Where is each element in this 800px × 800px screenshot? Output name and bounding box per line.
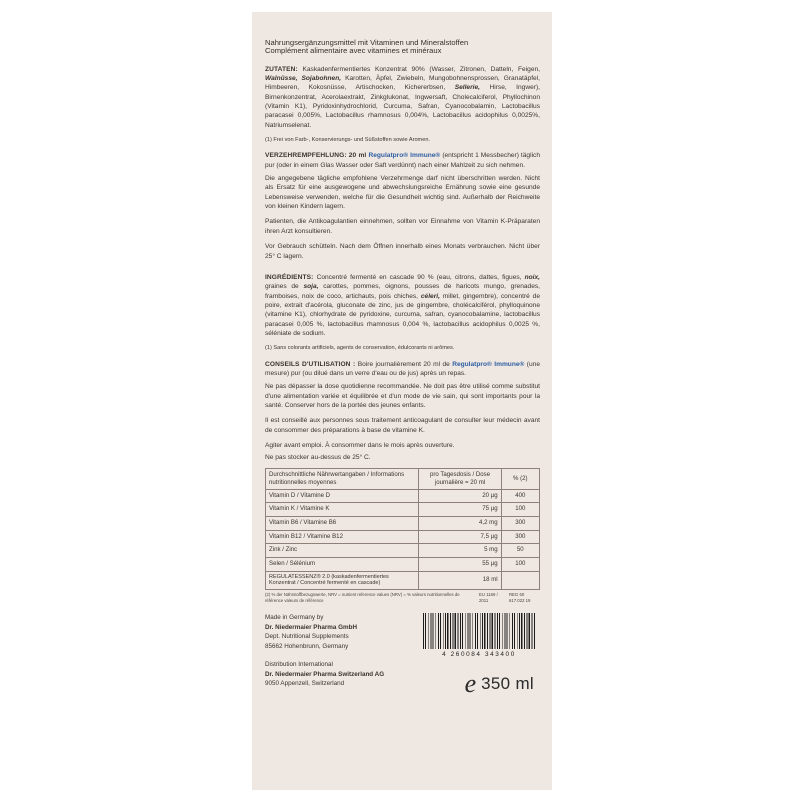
col-header-nutrient: Durchschnittliche Nährwertangaben / Informations nutritionnelles moyennes (266, 468, 419, 489)
row-nutrient: Vitamin K / Vitamine K (266, 503, 419, 517)
row-nutrient: Zink / Zinc (266, 544, 419, 558)
ingredients-fr-italic3: céleri, (420, 292, 440, 300)
barcode (420, 613, 538, 659)
distributor-city: 9050 Appenzell, Switzerland (265, 680, 345, 688)
usage-fr-p4: Ne pas stocker au-dessus de 25° C. (265, 453, 371, 461)
usage-de-after-brand: (entspricht 1 Messbecher) täglich pur (oder in einem Glas Wasser oder Saft verdünnt) nach einer Mahlzeit zu sich nehmen. (265, 152, 540, 169)
ingredients-fr-text-a: graines de (265, 283, 304, 291)
ingredients-fr-text1: Concentré fermenté en cascade 90 % (eau, citrons, dattes, figues, (313, 273, 525, 281)
table-row (266, 557, 540, 571)
ingredients-fr-italic1: noix, (524, 273, 540, 281)
usage-fr-p3: Agiter avant emploi. À consommer dans le mois après ouverture. (265, 442, 455, 450)
volume-value: 350 ml (481, 674, 534, 694)
row-percent (501, 571, 539, 590)
usage-de-p3: Vor Gebrauch schütteln. Nach dem Öffnen innerhalb eines Monats verbrauchen. Nicht über 25° C lagern. (265, 243, 540, 260)
table-footnotes (265, 592, 540, 603)
table-footnote-far-right: REG 60 617.022 19 (508, 592, 531, 603)
row-amount: 55 µg (419, 557, 501, 571)
row-percent: 300 (501, 530, 539, 544)
usage-fr-brand: Regulatpro® Immune® (452, 360, 525, 368)
ingredients-de-italic1: Walnüsse, Sojabohnen, (265, 74, 342, 82)
ingredients-de-heading: ZUTATEN: (265, 65, 298, 73)
row-amount: 5 mg (419, 544, 501, 558)
ingredients-fr-footnote: (1) Sans colorants artificiels, agents de conservation, édulcorants ni arômes. (265, 345, 455, 352)
row-amount: 7,5 µg (419, 530, 501, 544)
ingredients-de-italic2: Sellerie, (454, 84, 480, 92)
table-row (266, 544, 540, 558)
row-nutrient: Vitamin B12 / Vitamine B12 (266, 530, 419, 544)
usage-de-heading: VERZEHREMPFEHLUNG: (265, 152, 347, 160)
table-header-row (266, 468, 540, 489)
row-amount: 75 µg (419, 503, 501, 517)
usage-fr-heading: CONSEILS D'UTILISATION : (265, 360, 356, 368)
distributor-name: Dr. Niedermaier Pharma Switzerland AG (265, 670, 385, 678)
distribution-label: Distribution International (265, 661, 333, 669)
ingredients-fr-heading: INGRÉDIENTS: (265, 273, 314, 281)
ingredients-de-text1: Kaskadenfermentiertes Konzentrat 90% (Wasser, Zitronen, Datteln, Feigen, (297, 65, 540, 73)
row-percent: 100 (501, 503, 539, 517)
usage-de-p1: Die angegebene tägliche empfohlene Verzehrmenge darf nicht überschritten werden. Nicht als Ersatz für eine ausgewogene und abwechslungsreiche Ernährung sowie eine gesunde Lebensweise verwenden, welche für die Gesundheit wichtig sind. Außerhalb der Reichweite von kleinen Kindern lagern. (265, 175, 540, 211)
barcode-bars-icon (423, 613, 535, 649)
usage-fr-p2: Il est conseillé aux personnes sous traitement anticoagulant de consulter leur médecin avant de consommer des préparations à base de vitamine K. (265, 417, 540, 434)
ingredients-de-text2: Karotten, Äpfel, Zwiebeln, Mungobohnensprossen, Granatäpfel, Himbeeren, Kokosnüsse, Artischocken, Kichererbsen, (265, 74, 541, 92)
usage-fr-p1: Ne pas dépasser la dose quotidienne recommandée. Ne doit pas être utilisé comme substitut d'une alimentation variée et équilibrée et d'un mode de vie sain, qui sont importants pour la santé. Conserver hors de la portée des jeunes enfants. (265, 383, 540, 410)
usage-de-p2: Patienten, die Antikoagulantien einnehmen, sollten vor Einnahme von Vitamin K-Präparaten ihren Arzt konsultieren. (265, 218, 540, 235)
row-nutrient: Vitamin D / Vitamine D (266, 489, 419, 503)
col-header-dose: pro Tagesdosis / Dose journalière = 20 ml (419, 468, 501, 489)
usage-fr-main (265, 360, 540, 379)
row-nutrient: Selen / Sélénium (266, 557, 419, 571)
barcode-number: 4 260084 343400 (442, 651, 516, 659)
table-row (266, 530, 540, 544)
row-nutrient: REGULATESSENZ® 2.0 (kaskadenfermentiertes Konzentrat / Concentré fermenté en cascade) (266, 571, 419, 590)
usage-de-brand: Regulatpro® Immune® (368, 152, 441, 160)
ingredients-fr-text2: carottes, pommes, oignons, pousses de haricots mungo, grenades, framboises, noix de coco, artichauts, pois chiches, (265, 283, 540, 300)
manufacturer-city: 85662 Hohenbrunn, Germany (265, 642, 349, 650)
manufacturer-address (265, 613, 425, 688)
manufacturer-dept: Dept. Nutritional Supplements (265, 633, 349, 641)
table-row (266, 517, 540, 531)
nutrition-table (265, 468, 540, 590)
usage-fr-text: Boire journalièrement 20 ml de (355, 360, 453, 368)
table-footnote-right: EU 1169 / 2011 (479, 592, 498, 603)
ingredients-fr (265, 273, 540, 339)
header-line-fr: Complément alimentaire avec vitamines et minéraux (265, 46, 442, 56)
row-percent: 50 (501, 544, 539, 558)
ingredients-fr-italic2: soja, (303, 283, 319, 291)
made-in-label: Made in Germany by (265, 614, 324, 622)
header-line-de: Nahrungsergänzungsmittel mit Vitaminen und Mineralstoffen (265, 38, 469, 47)
e-mark-icon: e (464, 669, 477, 699)
table-row (266, 503, 540, 517)
label-footer (265, 613, 540, 733)
volume-marking (465, 671, 534, 697)
col-header-percent: % (2) (501, 468, 539, 489)
row-amount: 18 ml (419, 571, 501, 590)
label-panel (252, 12, 552, 790)
ingredients-de-text3: Hirse, Ingwer), Birnenkonzentrat, Acerolaextrakt, Zinkglukonat, Ingwersaft, Cholecalciferol, Phyllochinon (Vitamin K1), Pyridoxinhydrochlorid, Curcuma, Safran, Cyanocobalamin, Lactobacillus paracasei 0,005%, Lactobacillus rhamnosus 0,004%, Lactobacillus acidophilus 0,0025%, Natriumselenat. (265, 84, 540, 129)
ingredients-de-footnote: (1) Frei von Farb-, Konservierungs- und Süßstoffen sowie Aromen. (265, 137, 430, 144)
row-nutrient: Vitamin B6 / Vitamine B6 (266, 517, 419, 531)
usage-de-dose: 20 ml (346, 152, 369, 160)
table-footnote-left: (2) % der Nährstoffbezugswerte, NRV = nutrient reference values (NRV) = % valeurs nutritionnelles de référence valeurs de référence (265, 592, 460, 603)
row-percent: 400 (501, 489, 539, 503)
ingredients-fr-text3: millet, gingembre), concentré de poire, extrait d'acérola, gluconate de zinc, jus de gingembre, cholécalciférol, phylloquinone (vitamine K1), chlorhydrate de pyridoxine, curcuma, safran, cyanocobalamine, lactobacillus paracasei 0,005 %, lactobacillus rhamnosus 0,004 %, lactobacillus acidophilus 0,0025 %, séléniate de sodium. (265, 292, 540, 338)
usage-de-main (265, 151, 540, 170)
manufacturer-name: Dr. Niedermaier Pharma GmbH (265, 623, 358, 631)
table-row (266, 571, 540, 590)
table-row (266, 489, 540, 503)
row-percent: 100 (501, 557, 539, 571)
row-percent: 300 (501, 517, 539, 531)
row-amount: 20 µg (419, 489, 501, 503)
row-amount: 4,2 mg (419, 517, 501, 531)
ingredients-de (265, 65, 540, 131)
usage-fr-after-brand: (une mesure) pur (ou dilué dans un verre d'eau ou de jus) après un repas. (265, 360, 540, 378)
